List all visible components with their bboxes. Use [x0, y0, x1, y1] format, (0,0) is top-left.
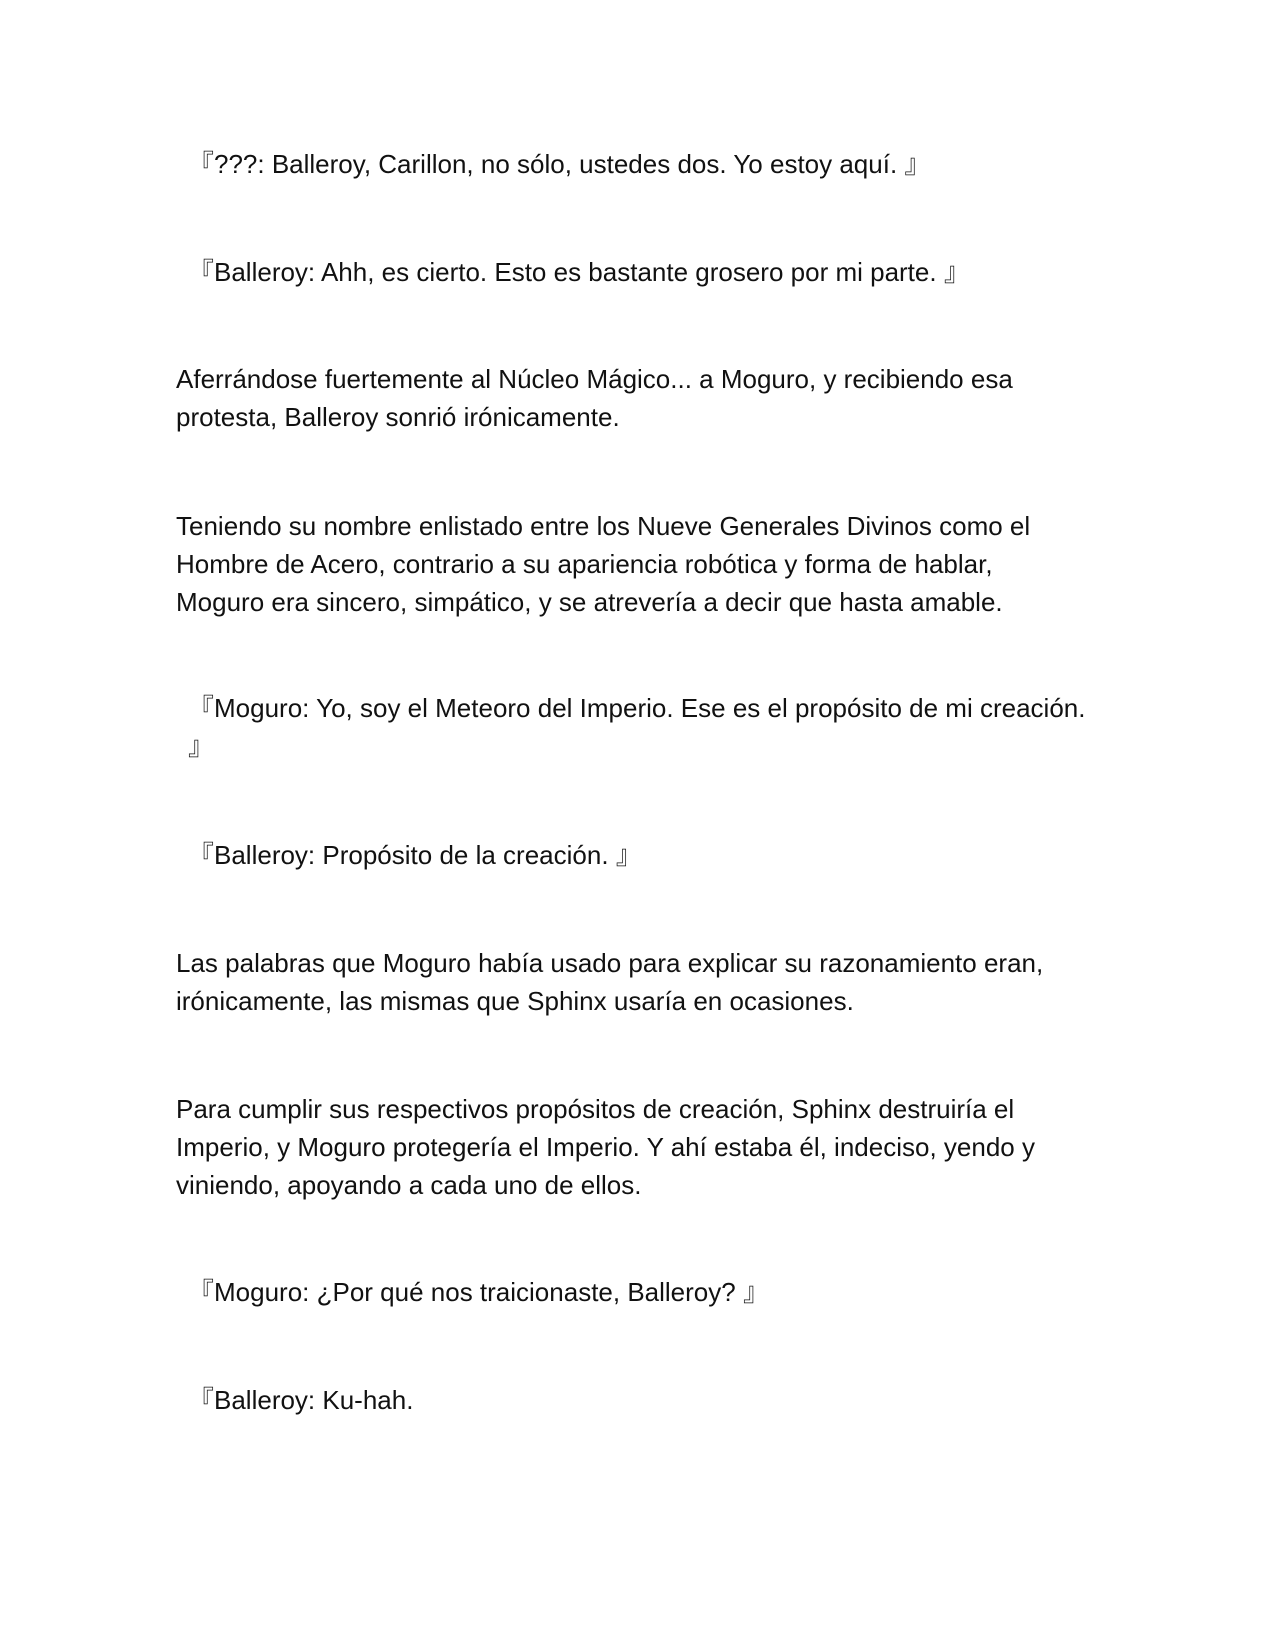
paragraph-dialogue-2: 『Balleroy: Ahh, es cierto. Esto es bastante grosero por mi parte. 』	[188, 257, 970, 287]
paragraph-dialogue-1: 『???: Balleroy, Carillon, no sólo, ustedes dos. Yo estoy aquí. 』	[188, 149, 931, 179]
paragraph-narration-2: Teniendo su nombre enlistado entre los Nueve Generales Divinos como el Hombre de Acero, contrario a su apariencia robótica y forma de hablar, Moguro era sincero, simpático, y se atrevería a decir que hasta amable.	[176, 511, 1031, 617]
paragraph-narration-1: Aferrándose fuertemente al Núcleo Mágico... a Moguro, y recibiendo esa protesta, Balleroy sonrió irónicamente.	[176, 364, 1013, 432]
paragraph-narration-4: Para cumplir sus respectivos propósitos de creación, Sphinx destruiría el Imperio, y Moguro protegería el Imperio. Y ahí estaba él, indeciso, yendo y viniendo, apoyando a cada uno de ellos.	[176, 1094, 1035, 1200]
paragraph-dialogue-5: 『Moguro: ¿Por qué nos traicionaste, Balleroy? 』	[188, 1277, 769, 1307]
paragraph-narration-3: Las palabras que Moguro había usado para explicar su razonamiento eran, irónicamente, las mismas que Sphinx usaría en ocasiones.	[176, 948, 1044, 1016]
paragraph-dialogue-6: 『Balleroy: Ku-hah.	[188, 1385, 414, 1415]
paragraph-dialogue-3: 『Moguro: Yo, soy el Meteoro del Imperio. Ese es el propósito de mi creación. 』	[188, 693, 1086, 761]
paragraph-dialogue-4: 『Balleroy: Propósito de la creación. 』	[188, 840, 642, 870]
